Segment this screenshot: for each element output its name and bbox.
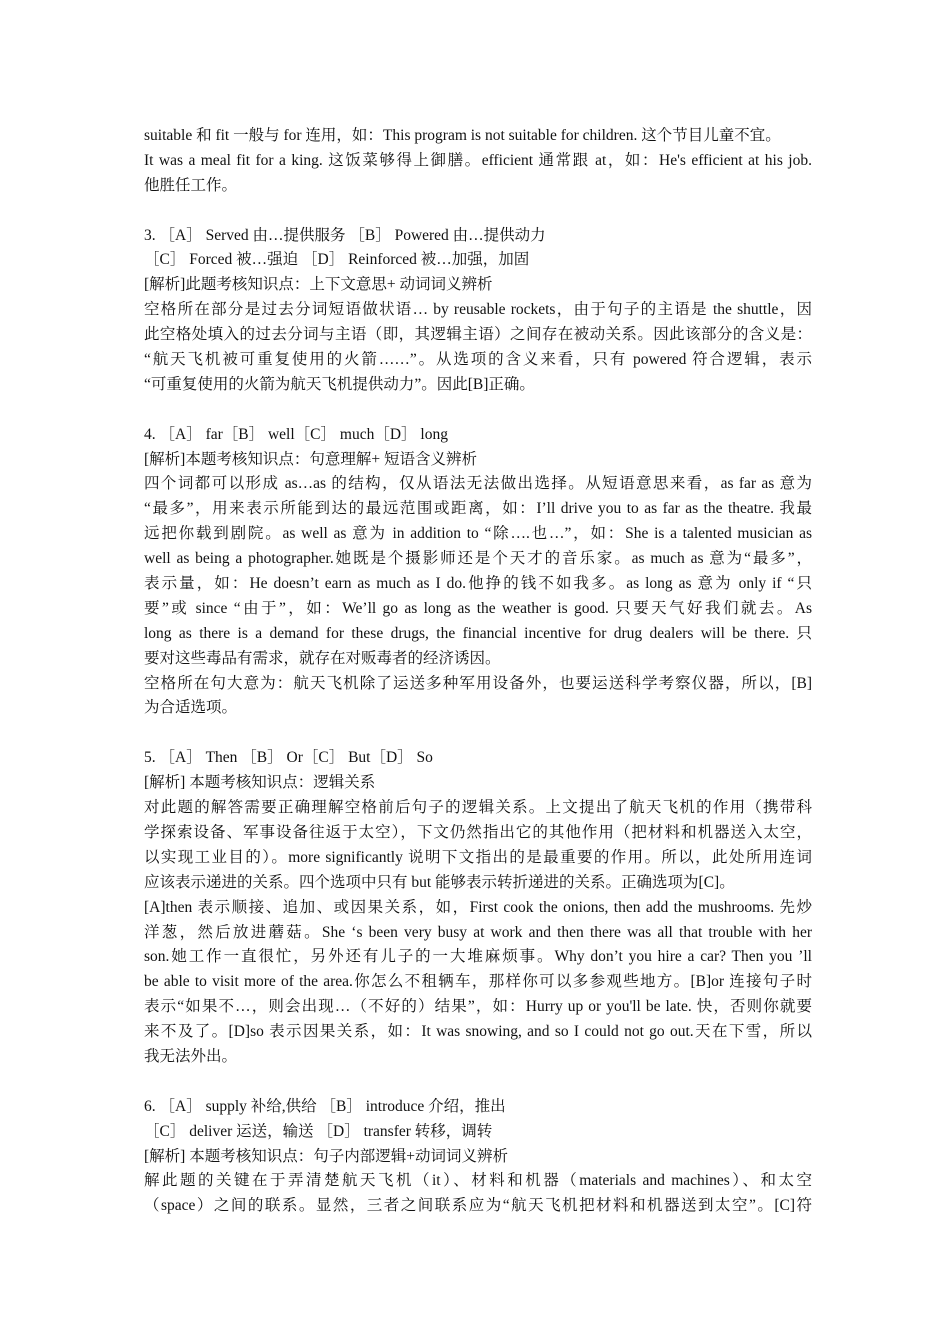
text-line: 此空格处填入的过去分词与主语（即，其逻辑主语）之间存在被动关系。因此该部分的含义是： [144, 326, 812, 344]
text-line: 表示“如果不…，则会出现…（不好的）结果”，如：Hurry up or you'll be late. 快，否则你就要 [144, 998, 812, 1016]
text-line: “最多”，用来表示所能到达的最远范围或距离，如：I’ll drive you to as far as the theatre. 我最 [144, 500, 812, 518]
text-line: （space）之间的联系。显然，三者之间联系应为“航天飞机把材料和机器送到太空”。[C]符 [144, 1197, 812, 1215]
text-line: [A]then 表示顺接、追加、或因果关系，如，First cook the onions, then add the mushrooms. 先炒 [144, 898, 812, 916]
analysis-heading: [解析]本题考核知识点：句意理解+ 短语含义辨析 [144, 450, 477, 468]
text-line: long as there is a demand for these drugs, the financial incentive for drug dealers will be there. 只 [144, 624, 812, 642]
text-line: suitable 和 fit 一般与 for 连用，如：This program is not suitable for children. 这个节目儿童不宜。 [144, 127, 781, 144]
text-line: son.她工作一直很忙，另外还有儿子的一大堆麻烦事。Why don’t you hire a car? Then you ’ll [144, 948, 812, 966]
analysis-heading: [解析] 本题考核知识点：逻辑关系 [144, 774, 376, 792]
text-line: 以实现工业目的）。more significantly 说明下文指出的是最重要的作用。所以，此处所用连词 [144, 848, 812, 866]
question-4-options-line: 4. ［A］ far［B］ well［C］ much［D］ long [144, 425, 448, 443]
blank-line [144, 1070, 812, 1095]
analysis-heading: [解析] 本题考核知识点：句子内部逻辑+动词词义辨析 [144, 1147, 508, 1165]
question-5-options-line: 5. ［A］ Then ［B］ Or［C］ But［D］ So [144, 749, 433, 767]
text-line: It was a meal fit for a king. 这饭菜够得上御膳。efficient 通常跟 at，如：He's efficient at his job. [144, 151, 812, 169]
text-line: well as being a photographer.她既是个摄影师还是个天才的音乐家。as much as 意为“最多”， [144, 550, 812, 568]
text-line: 远把你载到剧院。as well as 意为 in addition to “除….也…”，如：She is a talented musician as [144, 525, 812, 543]
text-line: 四个词都可以形成 as…as 的结构，仅从语法无法做出选择。从短语意思来看，as far as 意为 [144, 475, 812, 493]
text-line: 解此题的关键在于弄清楚航天飞机（it）、材料和机器（materials and machines）、和太空 [144, 1172, 812, 1190]
blank-line [144, 721, 812, 746]
blank-line [144, 199, 812, 224]
text-line: 表示量，如：He doesn’t earn as much as I do.他挣的钱不如我多。as long as 意为 only if “只 [144, 575, 812, 593]
text-line: 他胜任工作。 [144, 176, 238, 194]
text-line: 为合适选项。 [144, 699, 238, 717]
blank-line [144, 398, 812, 423]
question-3-options-line: ［C］ Forced 被…强迫 ［D］ Reinforced 被…加强，加固 [144, 251, 530, 269]
text-line: 对此题的解答需要正确理解空格前后句子的逻辑关系。上文提出了航天飞机的作用（携带科 [144, 799, 812, 817]
text-line: 来不及了。[D]so 表示因果关系，如：It was snowing, and so I could not go out.天在下雪，所以 [144, 1023, 812, 1041]
question-6-options-line: 6. ［A］ supply 补给,供给 ［B］ introduce 介绍，推出 [144, 1097, 506, 1115]
text-line: be able to visit more of the area.你怎么不租辆车，那样你可以多参观些地方。[B]or 连接句子时 [144, 973, 812, 991]
text-line: 洋葱，然后放进蘑菇。She ‘s been very busy at work and then there was all that trouble with her [144, 923, 812, 941]
text-line: 学探索设备、军事设备往返于太空），下文仍然指出它的其他作用（把材料和机器送入太空， [144, 823, 812, 841]
text-line: “航天飞机被可重复使用的火箭……”。从选项的含义来看，只有 powered 符合逻辑，表示 [144, 351, 812, 369]
text-line: 要对这些毒品有需求，就存在对贩毒者的经济诱因。 [144, 649, 501, 667]
analysis-heading: [解析]此题考核知识点：上下文意思+ 动词词义辨析 [144, 276, 493, 294]
text-line: 要”或 since “由于”，如：We’ll go as long as the weather is good. 只要天气好我们就去。As [144, 599, 812, 617]
document-page [144, 124, 812, 1219]
text-line: 空格所在部分是过去分词短语做状语… by reusable rockets，由于句子的主语是 the shuttle，因 [144, 301, 812, 319]
text-line: 我无法外出。 [144, 1047, 238, 1065]
text-line: 应该表示递进的关系。四个选项中只有 but 能够表示转折递进的关系。正确选项为[C]。 [144, 873, 735, 891]
question-3-options-line: 3. ［A］ Served 由…提供服务 ［B］ Powered 由…提供动力 [144, 226, 546, 244]
question-6-options-line: ［C］ deliver 运送，输送 ［D］ transfer 转移，调转 [144, 1122, 493, 1140]
text-line: 空格所在句大意为：航天飞机除了运送多种军用设备外，也要运送科学考察仪器，所以，[B] [144, 674, 812, 692]
text-line: “可重复使用的火箭为航天飞机提供动力”。因此[B]正确。 [144, 375, 535, 393]
